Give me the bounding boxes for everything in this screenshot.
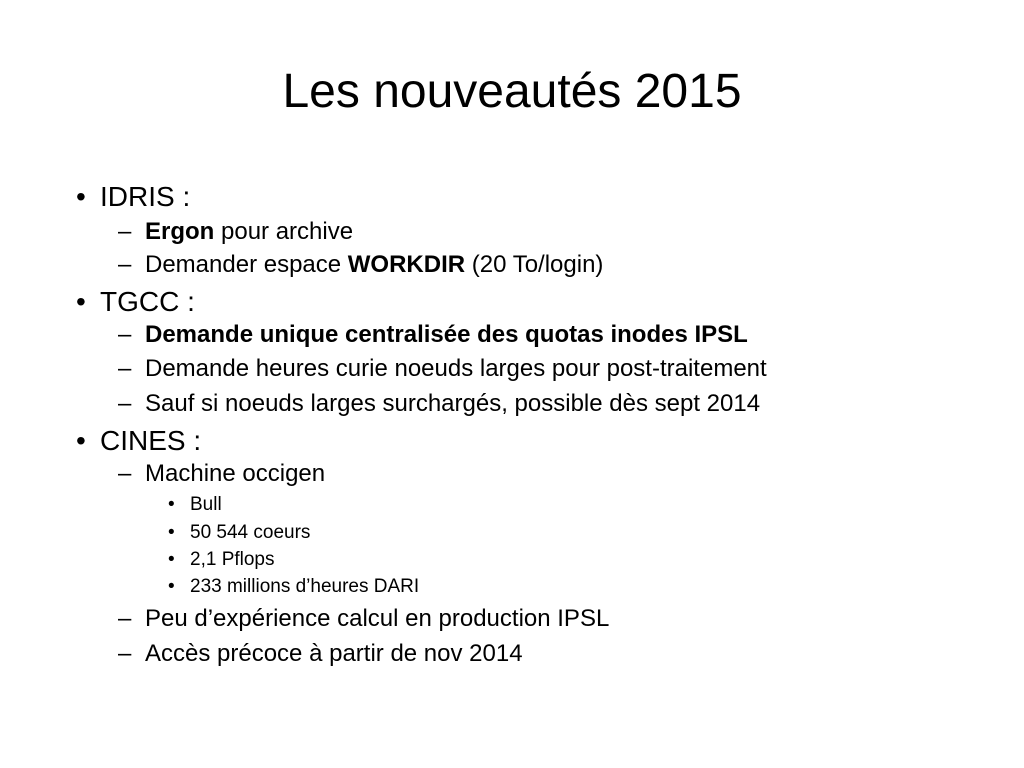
bold-text: WORKDIR	[347, 251, 466, 278]
sub-bullet-marker: –	[118, 251, 132, 278]
bullet-marker: •	[76, 286, 86, 317]
sub-bullet-marker: –	[118, 218, 132, 245]
sub-bullet-marker: –	[118, 355, 132, 382]
text-segment: pour archive	[214, 218, 354, 245]
sub-sub-bullet-marker: •	[168, 522, 175, 543]
text-segment: (20 To/login)	[465, 251, 604, 278]
bullet-label-idris: IDRIS :	[100, 181, 191, 212]
sub-bullet-acces: Accès précoce à partir de nov 2014	[145, 640, 523, 667]
sub-bullet-surcharges: Sauf si noeuds larges surchargés, possible dès sept 2014	[145, 390, 761, 417]
detail-item: Bull	[190, 494, 222, 515]
sub-sub-bullet-marker: •	[168, 549, 175, 570]
sub-sub-bullet-marker: •	[168, 494, 175, 515]
slide-title: Les nouveautés 2015	[282, 65, 742, 118]
bullet-label-cines: CINES :	[100, 425, 202, 456]
bold-text: Demande unique centralisée des quotas inodes IPSL	[145, 321, 748, 348]
detail-item: 50 544 coeurs	[190, 522, 311, 543]
bullet-marker: •	[76, 425, 86, 456]
sub-bullet-marker: –	[118, 605, 132, 632]
sub-bullet-experience: Peu d’expérience calcul en production IPSL	[145, 605, 610, 632]
sub-bullet-marker: –	[118, 640, 132, 667]
sub-bullet-quotas	[145, 320, 748, 350]
detail-item: 2,1 Pflops	[190, 549, 275, 570]
sub-bullet-curie: Demande heures curie noeuds larges pour post-traitement	[145, 355, 767, 382]
sub-bullet-marker: –	[118, 460, 132, 487]
text-segment: Demander espace	[145, 251, 348, 278]
bold-text: Ergon	[145, 218, 215, 245]
detail-item: 233 millions d’heures DARI	[190, 576, 420, 597]
bullet-label-tgcc: TGCC :	[100, 286, 195, 317]
sub-bullet-occigen: Machine occigen	[145, 460, 326, 487]
sub-bullet-marker: –	[118, 321, 132, 348]
sub-bullet-marker: –	[118, 390, 132, 417]
sub-bullet-ergon	[145, 217, 353, 247]
sub-bullet-workdir	[145, 250, 603, 280]
bullet-marker: •	[76, 181, 86, 212]
sub-sub-bullet-marker: •	[168, 576, 175, 597]
